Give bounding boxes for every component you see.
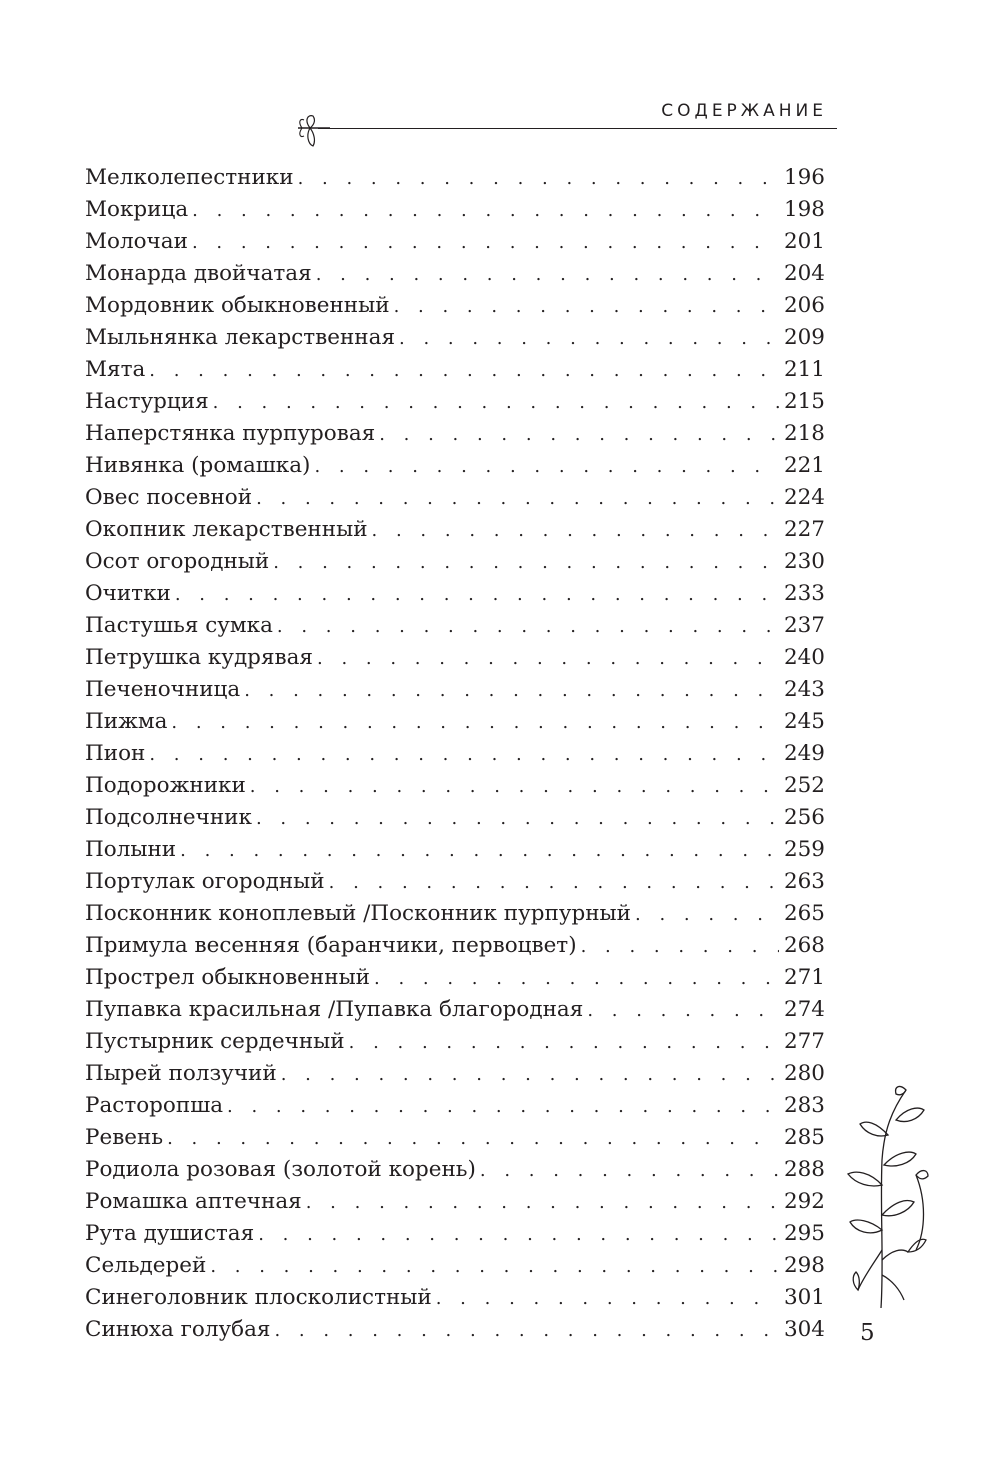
toc-entry-title: Мыльнянка лекарственная <box>85 325 396 350</box>
toc-entry-page: 243 <box>783 677 825 702</box>
table-of-contents <box>85 162 825 1346</box>
toc-entry-page: 245 <box>783 709 825 734</box>
dot-leader <box>244 675 779 707</box>
toc-entry-title: Пижма <box>85 709 168 734</box>
toc-entry-title: Наперстянка пурпуровая <box>85 421 376 446</box>
toc-entry-page: 277 <box>783 1029 825 1054</box>
dot-leader <box>314 451 779 483</box>
dot-leader <box>210 1251 779 1283</box>
toc-entry[interactable] <box>85 354 825 386</box>
toc-entry-page: 295 <box>783 1221 825 1246</box>
toc-entry[interactable] <box>85 834 825 866</box>
toc-entry-title: Синеголовник плосколистный <box>85 1285 432 1310</box>
toc-entry-title: Пырей ползучий <box>85 1061 277 1086</box>
toc-entry-title: Настурция <box>85 389 209 414</box>
toc-entry[interactable] <box>85 898 825 930</box>
dot-leader <box>171 707 779 739</box>
toc-entry-page: 268 <box>783 933 825 958</box>
toc-entry[interactable] <box>85 258 825 290</box>
toc-entry-title: Молочаи <box>85 229 188 254</box>
toc-entry-page: 263 <box>783 869 825 894</box>
toc-entry-page: 285 <box>783 1125 825 1150</box>
toc-entry-page: 304 <box>783 1317 825 1342</box>
toc-entry[interactable] <box>85 546 825 578</box>
toc-entry-title: Примула весенняя (баранчики, первоцвет) <box>85 933 577 958</box>
dot-leader <box>436 1283 779 1315</box>
toc-entry[interactable] <box>85 1218 825 1250</box>
dot-leader <box>635 899 779 931</box>
toc-entry[interactable] <box>85 386 825 418</box>
toc-entry-page: 252 <box>783 773 825 798</box>
dot-leader <box>379 419 779 451</box>
toc-entry-page: 196 <box>783 165 825 190</box>
toc-entry-title: Пастушья сумка <box>85 613 273 638</box>
toc-entry-page: 298 <box>783 1253 825 1278</box>
toc-entry-title: Мята <box>85 357 146 382</box>
toc-entry-title: Ромашка аптечная <box>85 1189 302 1214</box>
dot-leader <box>329 867 779 899</box>
toc-entry-page: 230 <box>783 549 825 574</box>
dot-leader <box>213 387 779 419</box>
dot-leader <box>394 291 779 323</box>
toc-entry-title: Овес посевной <box>85 485 253 510</box>
toc-entry-title: Петрушка кудрявая <box>85 645 313 670</box>
toc-entry-title: Очитки <box>85 581 171 606</box>
toc-entry-title: Мелколепестники <box>85 165 294 190</box>
toc-entry[interactable] <box>85 994 825 1026</box>
dot-leader <box>250 771 779 803</box>
dot-leader <box>317 643 779 675</box>
toc-entry-title: Синюха голубая <box>85 1317 271 1342</box>
toc-entry-title: Печеночница <box>85 677 241 702</box>
toc-entry[interactable] <box>85 962 825 994</box>
dot-leader <box>306 1187 779 1219</box>
dot-leader <box>175 579 779 611</box>
dot-leader <box>372 515 779 547</box>
dot-leader <box>480 1155 779 1187</box>
toc-entry-page: 280 <box>783 1061 825 1086</box>
toc-entry[interactable] <box>85 1122 825 1154</box>
toc-entry-page: 259 <box>783 837 825 862</box>
toc-entry[interactable] <box>85 866 825 898</box>
toc-entry[interactable] <box>85 1186 825 1218</box>
toc-entry-page: 227 <box>783 517 825 542</box>
toc-entry[interactable] <box>85 770 825 802</box>
toc-entry-title: Рута душистая <box>85 1221 255 1246</box>
toc-entry-page: 288 <box>783 1157 825 1182</box>
toc-entry-page: 283 <box>783 1093 825 1118</box>
toc-entry-page: 215 <box>783 389 825 414</box>
toc-entry-page: 204 <box>783 261 825 286</box>
toc-entry-title: Подорожники <box>85 773 246 798</box>
toc-entry-page: 198 <box>783 197 825 222</box>
toc-entry-title: Портулак огородный <box>85 869 325 894</box>
toc-entry[interactable] <box>85 162 825 194</box>
toc-entry[interactable] <box>85 290 825 322</box>
toc-entry[interactable] <box>85 1026 825 1058</box>
toc-entry-title: Ревень <box>85 1125 164 1150</box>
toc-entry-page: 240 <box>783 645 825 670</box>
dot-leader <box>274 1315 779 1347</box>
dot-leader <box>374 963 779 995</box>
toc-entry-title: Мордовник обыкновенный <box>85 293 390 318</box>
toc-entry[interactable] <box>85 930 825 962</box>
toc-entry[interactable] <box>85 418 825 450</box>
toc-entry[interactable] <box>85 450 825 482</box>
dot-leader <box>256 803 779 835</box>
dot-leader <box>316 259 779 291</box>
toc-entry[interactable] <box>85 482 825 514</box>
toc-entry-title: Прострел обыкновенный <box>85 965 371 990</box>
toc-entry[interactable] <box>85 1250 825 1282</box>
toc-entry-page: 271 <box>783 965 825 990</box>
toc-entry-title: Пустырник сердечный <box>85 1029 345 1054</box>
toc-entry-page: 265 <box>783 901 825 926</box>
toc-entry-title: Мокрица <box>85 197 189 222</box>
toc-entry-title: Пион <box>85 741 146 766</box>
toc-entry[interactable] <box>85 674 825 706</box>
toc-entry-page: 209 <box>783 325 825 350</box>
toc-entry-page: 301 <box>783 1285 825 1310</box>
dot-leader <box>277 611 779 643</box>
header-rule <box>318 128 837 129</box>
toc-entry-title: Монарда двойчатая <box>85 261 312 286</box>
dot-leader <box>258 1219 779 1251</box>
dot-leader <box>349 1027 779 1059</box>
toc-entry[interactable] <box>85 1282 825 1314</box>
toc-entry[interactable] <box>85 738 825 770</box>
section-title: СОДЕРЖАНИЕ <box>661 101 827 121</box>
toc-entry-title: Подсолнечник <box>85 805 252 830</box>
toc-entry-title: Родиола розовая (золотой корень) <box>85 1157 476 1182</box>
toc-entry-page: 206 <box>783 293 825 318</box>
dot-leader <box>180 835 779 867</box>
toc-entry[interactable] <box>85 226 825 258</box>
toc-entry-page: 237 <box>783 613 825 638</box>
toc-entry-page: 256 <box>783 805 825 830</box>
dot-leader <box>227 1091 779 1123</box>
toc-entry-title: Окопник лекарственный <box>85 517 368 542</box>
toc-entry[interactable] <box>85 706 825 738</box>
dot-leader <box>149 739 779 771</box>
dot-leader <box>399 323 779 355</box>
dot-leader <box>298 163 779 195</box>
toc-entry[interactable] <box>85 194 825 226</box>
toc-entry-page: 249 <box>783 741 825 766</box>
toc-entry[interactable] <box>85 1314 825 1346</box>
dot-leader <box>192 195 779 227</box>
toc-entry-page: 224 <box>783 485 825 510</box>
toc-entry-page: 292 <box>783 1189 825 1214</box>
toc-entry-page: 274 <box>783 997 825 1022</box>
dot-leader <box>192 227 779 259</box>
toc-entry-title: Расторопша <box>85 1093 224 1118</box>
toc-entry-page: 211 <box>783 357 825 382</box>
dot-leader <box>273 547 779 579</box>
dot-leader <box>256 483 779 515</box>
page-number: 5 <box>860 1320 875 1346</box>
toc-entry-page: 201 <box>783 229 825 254</box>
toc-entry[interactable] <box>85 322 825 354</box>
leaf-branch-icon <box>836 1080 946 1310</box>
toc-entry[interactable] <box>85 578 825 610</box>
toc-entry-page: 221 <box>783 453 825 478</box>
toc-entry[interactable] <box>85 514 825 546</box>
dot-leader <box>581 931 779 963</box>
dot-leader <box>167 1123 779 1155</box>
toc-entry[interactable] <box>85 642 825 674</box>
toc-entry[interactable] <box>85 610 825 642</box>
toc-entry[interactable] <box>85 802 825 834</box>
toc-entry-title: Посконник коноплевый /Посконник пурпурный <box>85 901 632 926</box>
leaf-sprig-icon <box>296 108 330 154</box>
toc-entry-page: 218 <box>783 421 825 446</box>
dot-leader <box>281 1059 779 1091</box>
toc-entry-title: Пупавка красильная /Пупавка благородная <box>85 997 584 1022</box>
toc-entry[interactable] <box>85 1154 825 1186</box>
toc-entry-title: Сельдерей <box>85 1253 207 1278</box>
toc-entry-title: Осот огородный <box>85 549 270 574</box>
toc-entry-title: Нивянка (ромашка) <box>85 453 311 478</box>
toc-entry-title: Полыни <box>85 837 177 862</box>
dot-leader <box>149 355 779 387</box>
toc-entry[interactable] <box>85 1058 825 1090</box>
dot-leader <box>587 995 779 1027</box>
toc-entry[interactable] <box>85 1090 825 1122</box>
toc-entry-page: 233 <box>783 581 825 606</box>
